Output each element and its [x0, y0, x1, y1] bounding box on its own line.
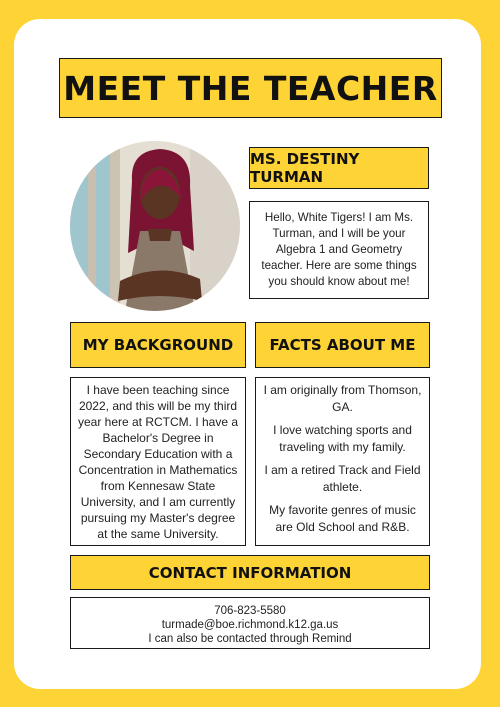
teacher-portrait-illustration: [70, 141, 240, 311]
intro-box: [249, 201, 429, 299]
contact-box: [70, 597, 430, 649]
facts-box: [255, 377, 430, 546]
fact-item: I am originally from Thomson, GA.: [263, 383, 422, 414]
contact-heading: [70, 555, 430, 590]
fact-item: I love watching sports and traveling with my family.: [273, 423, 412, 454]
background-box: [70, 377, 246, 546]
contact-heading-text: CONTACT INFORMATION: [148, 563, 352, 582]
teacher-name: MS. DESTINY TURMAN: [250, 150, 360, 186]
intro-text: Hello, White Tigers! I am Ms. Turman, and I will be your Algebra 1 and Geometry teacher. Here are some things you should know about me!: [261, 211, 417, 288]
background-heading-text: MY BACKGROUND: [82, 336, 234, 354]
page-title-text: MEET THE TEACHER: [63, 68, 438, 108]
contact-note: I can also be contacted through Remind: [148, 633, 352, 645]
background-heading: [70, 322, 246, 368]
page-title: [59, 58, 442, 118]
background-text: I have been teaching since 2022, and this will be my third year here at RCTCM. I have a Bachelor's Degree in Secondary Education with a Concentration in Mathematics from Kennesaw State University, and I am currently pursuing my Master's degree at the same University.: [77, 382, 239, 541]
teacher-photo: [70, 141, 240, 311]
fact-item: My favorite genres of music are Old School and R&B.: [269, 503, 416, 534]
contact-phone: 706-823-5580: [214, 605, 286, 617]
facts-heading: [255, 322, 430, 368]
facts-heading-text: FACTS ABOUT ME: [269, 336, 416, 354]
contact-email: turmade@boe.richmond.k12.ga.us: [161, 619, 339, 631]
fact-item: I am a retired Track and Field athlete.: [264, 463, 421, 494]
teacher-name-banner: [249, 147, 429, 189]
